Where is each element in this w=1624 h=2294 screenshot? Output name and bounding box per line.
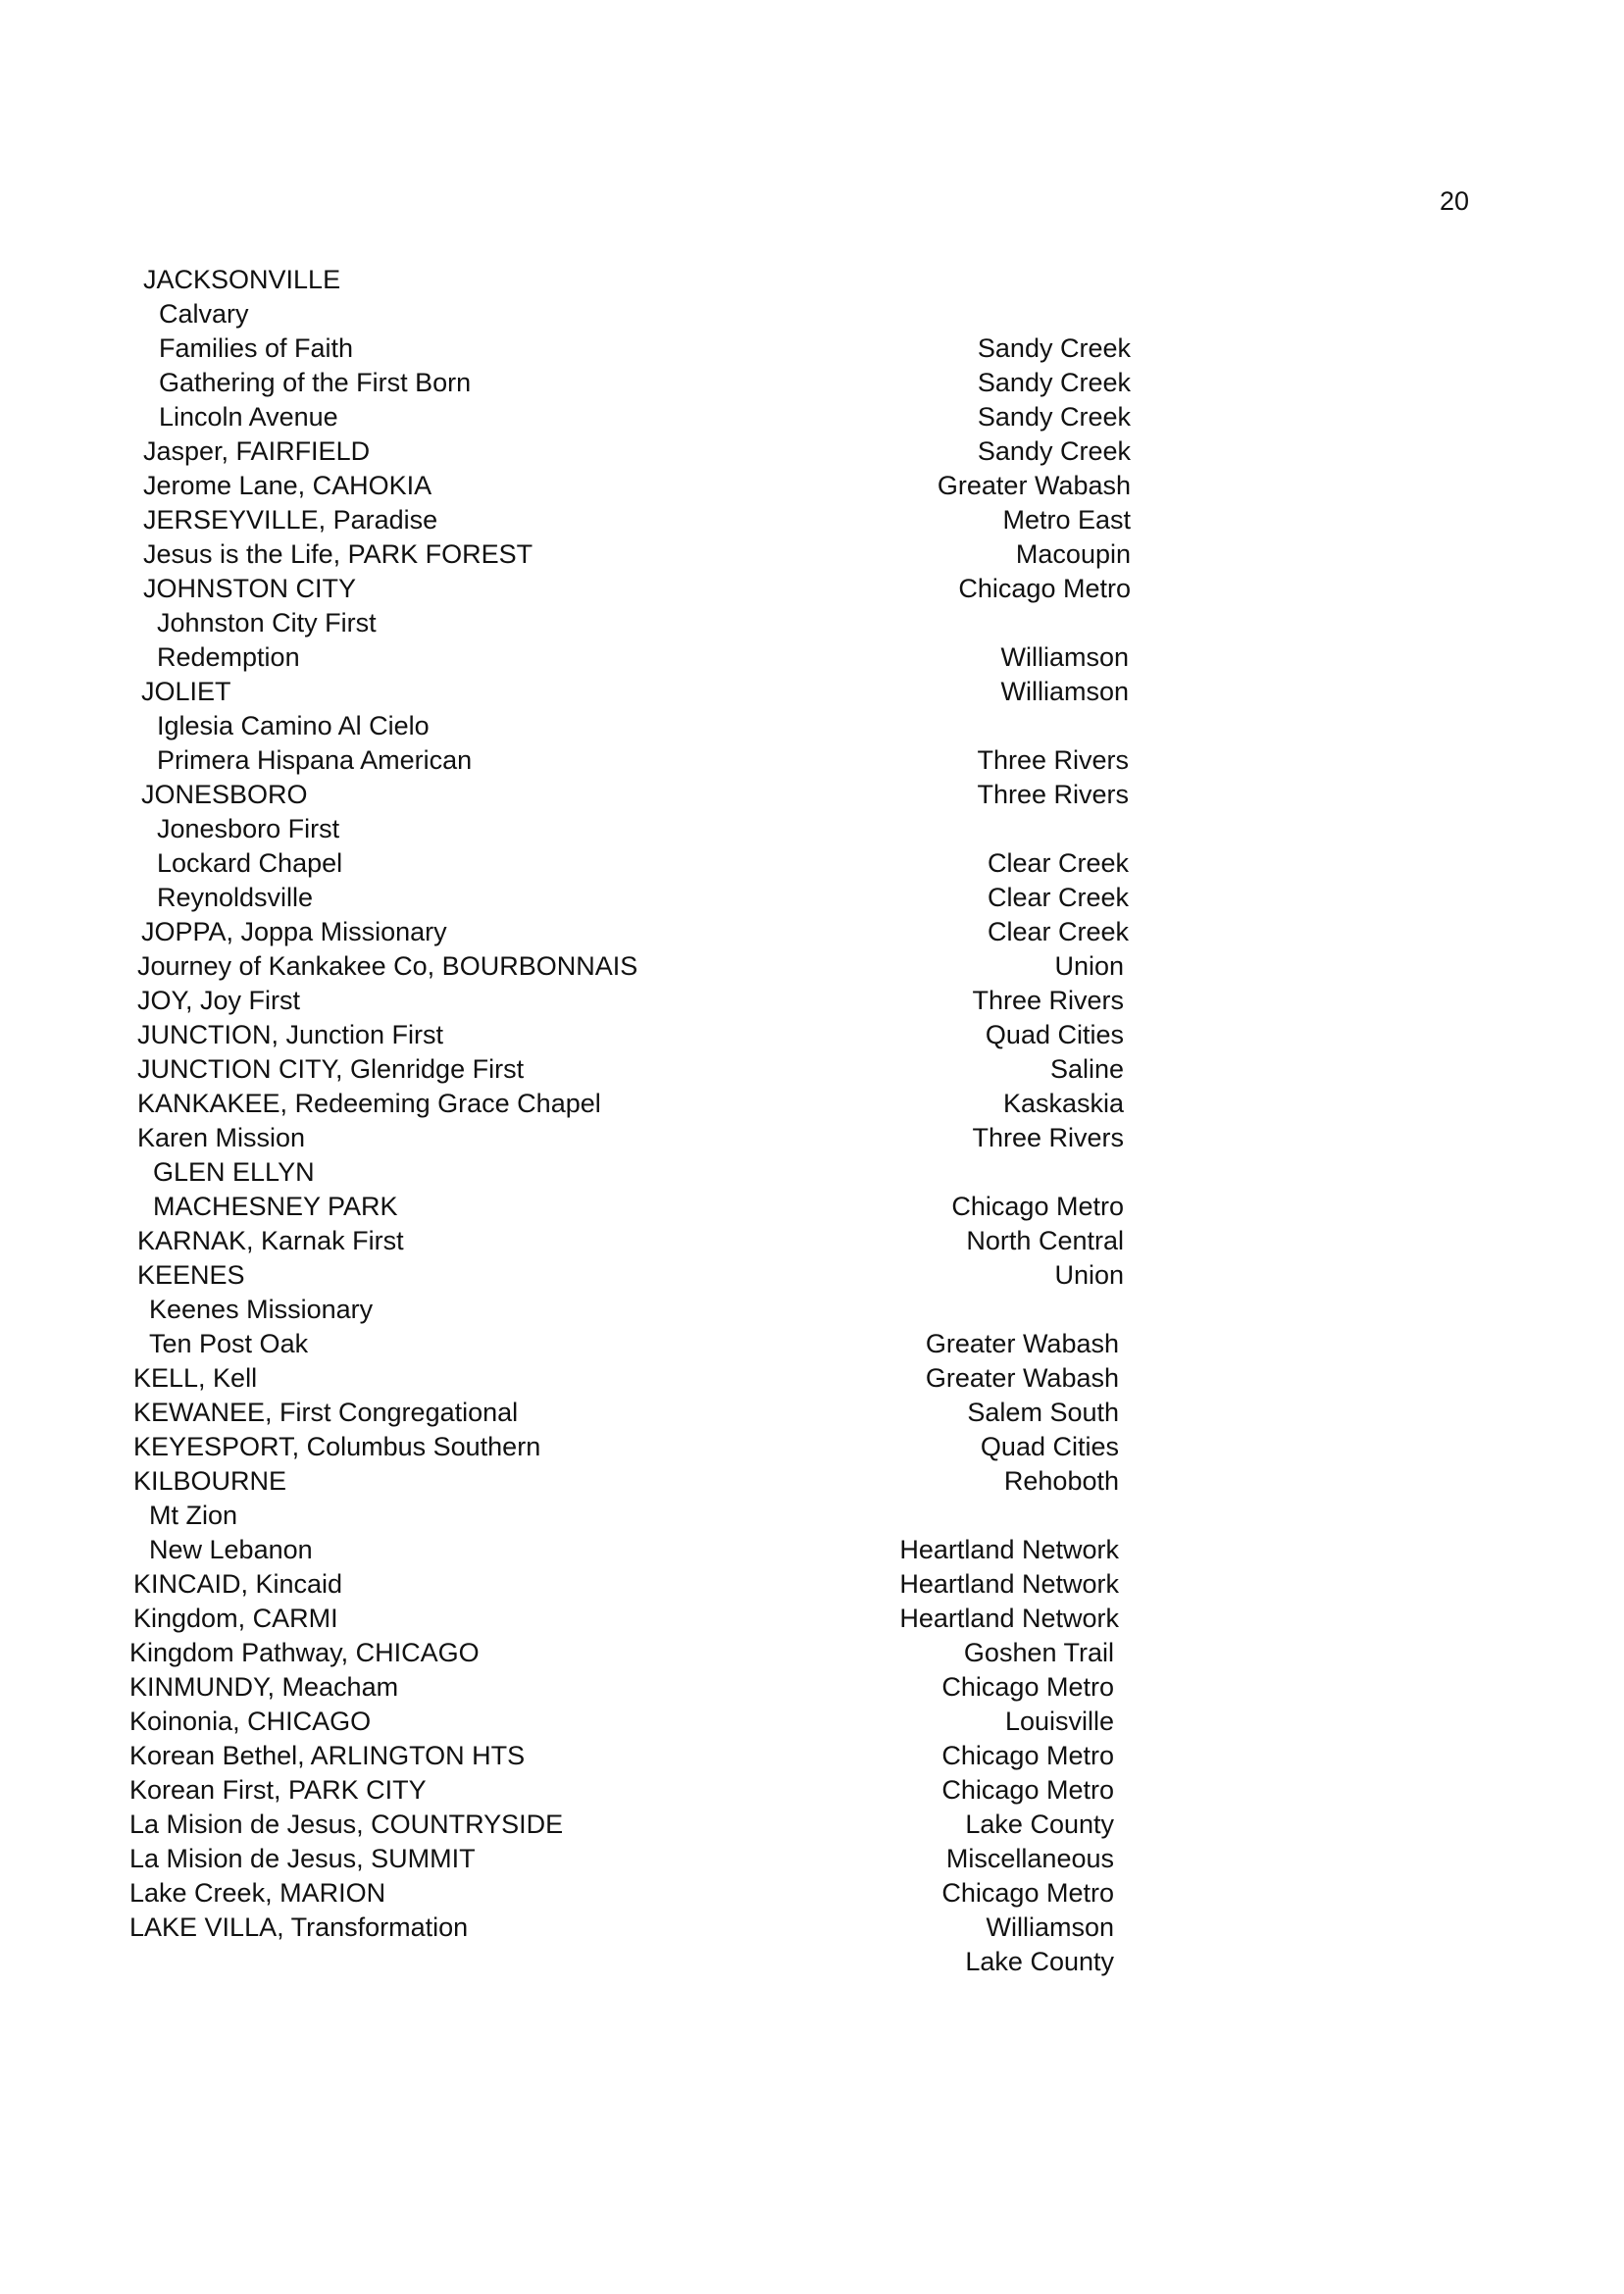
listing-row (0, 1018, 1624, 1052)
church-name: Primera Hispana American (157, 745, 473, 775)
association-name: Chicago Metro (941, 1775, 1114, 1805)
listing-row (0, 1224, 1624, 1258)
church-name: Calvary (159, 299, 249, 329)
church-name: Gathering of the First Born (159, 368, 472, 397)
association-name: Sandy Creek (977, 436, 1131, 466)
listing-row (0, 537, 1624, 572)
church-name: Journey of Kankakee Co, BOURBONNAIS (137, 951, 638, 981)
listing-row (0, 1842, 1624, 1876)
listing-row (0, 400, 1624, 434)
association-name: Chicago Metro (951, 1192, 1124, 1221)
listing-row (0, 1499, 1624, 1533)
church-name: Jerome Lane, CAHOKIA (143, 471, 432, 500)
church-name: KINCAID, Kincaid (133, 1569, 343, 1599)
church-name: Korean Bethel, ARLINGTON HTS (129, 1741, 526, 1770)
church-name: JUNCTION CITY, Glenridge First (137, 1054, 525, 1084)
listing-row (0, 1430, 1624, 1464)
church-name: Redemption (157, 642, 300, 672)
association-name: Lake County (965, 1947, 1114, 1976)
listing-row (0, 881, 1624, 915)
listing-row (0, 1396, 1624, 1430)
association-name: Sandy Creek (977, 333, 1131, 363)
church-name: KANKAKEE, Redeeming Grace Chapel (137, 1089, 601, 1118)
church-name: JOHNSTON CITY (143, 574, 357, 603)
church-name: Kingdom, CARMI (133, 1604, 338, 1633)
association-name: Quad Cities (985, 1020, 1124, 1049)
association-name: Union (1054, 951, 1124, 981)
church-name: Jasper, FAIRFIELD (143, 436, 371, 466)
listing-row (0, 1911, 1624, 1945)
listing-row (0, 366, 1624, 400)
listing-row (0, 640, 1624, 675)
association-name: North Central (966, 1226, 1124, 1255)
listing-row (0, 1602, 1624, 1636)
listing-row (0, 1739, 1624, 1773)
church-name: Reynoldsville (157, 883, 314, 912)
church-name: MACHESNEY PARK (153, 1192, 398, 1221)
association-name: Clear Creek (987, 848, 1129, 878)
church-name: KEENES (137, 1260, 245, 1290)
church-name: JACKSONVILLE (143, 265, 341, 294)
church-name: Jonesboro First (157, 814, 340, 843)
association-name: Chicago Metro (958, 574, 1131, 603)
church-name: Families of Faith (159, 333, 354, 363)
association-name: Greater Wabash (925, 1329, 1119, 1358)
church-name: Kingdom Pathway, CHICAGO (129, 1638, 480, 1667)
church-name: Lincoln Avenue (159, 402, 338, 432)
association-name: Three Rivers (972, 986, 1124, 1015)
listing-row (0, 1464, 1624, 1499)
church-name: JOLIET (141, 677, 231, 706)
church-name: JUNCTION, Junction First (137, 1020, 444, 1049)
association-name: Three Rivers (972, 1123, 1124, 1152)
church-name: KEYESPORT, Columbus Southern (133, 1432, 541, 1461)
church-name: La Mision de Jesus, SUMMIT (129, 1844, 476, 1873)
church-name: JERSEYVILLE, Paradise (143, 505, 438, 535)
association-name: Greater Wabash (925, 1363, 1119, 1393)
association-name: Union (1054, 1260, 1124, 1290)
listing-row (0, 846, 1624, 881)
association-name: Sandy Creek (977, 368, 1131, 397)
church-name: Koinonia, CHICAGO (129, 1707, 372, 1736)
church-name: Keenes Missionary (149, 1295, 374, 1324)
church-name: Johnston City First (157, 608, 377, 637)
church-name: Jesus is the Life, PARK FOREST (143, 539, 533, 569)
listing-row (0, 1361, 1624, 1396)
church-name: Iglesia Camino Al Cielo (157, 711, 430, 740)
association-name: Metro East (1002, 505, 1131, 535)
church-name: KEWANEE, First Congregational (133, 1398, 519, 1427)
page-number: 20 (1439, 186, 1469, 216)
church-listing (0, 263, 1624, 1979)
listing-row (0, 1773, 1624, 1808)
association-name: Goshen Trail (963, 1638, 1114, 1667)
listing-row (0, 1121, 1624, 1155)
church-name: KELL, Kell (133, 1363, 258, 1393)
association-name: Quad Cities (980, 1432, 1119, 1461)
listing-row (0, 263, 1624, 297)
association-name: Heartland Network (899, 1535, 1119, 1564)
listing-row (0, 503, 1624, 537)
association-name: Greater Wabash (937, 471, 1131, 500)
association-name: Sandy Creek (977, 402, 1131, 432)
listing-row (0, 1876, 1624, 1911)
association-name: Clear Creek (987, 917, 1129, 946)
association-name: Chicago Metro (941, 1672, 1114, 1702)
listing-row (0, 1670, 1624, 1705)
listing-row (0, 1052, 1624, 1087)
association-name: Saline (1049, 1054, 1124, 1084)
listing-row (0, 984, 1624, 1018)
church-name: KINMUNDY, Meacham (129, 1672, 399, 1702)
listing-row (0, 1533, 1624, 1567)
association-name: Kaskaskia (1002, 1089, 1124, 1118)
church-name: JOPPA, Joppa Missionary (141, 917, 447, 946)
association-name: Williamson (1000, 642, 1129, 672)
listing-row (0, 1087, 1624, 1121)
association-name: Three Rivers (977, 745, 1129, 775)
listing-row (0, 1190, 1624, 1224)
listing-row (0, 949, 1624, 984)
church-name: Mt Zion (149, 1501, 238, 1530)
association-name: Chicago Metro (941, 1878, 1114, 1908)
association-name: Williamson (1000, 677, 1129, 706)
association-name: Rehoboth (1003, 1466, 1119, 1496)
listing-row (0, 915, 1624, 949)
listing-row (0, 331, 1624, 366)
listing-row (0, 572, 1624, 606)
listing-row (0, 469, 1624, 503)
listing-row (0, 434, 1624, 469)
church-name: Ten Post Oak (149, 1329, 309, 1358)
listing-row (0, 778, 1624, 812)
association-name: Williamson (986, 1912, 1114, 1942)
church-name: GLEN ELLYN (153, 1157, 315, 1187)
listing-row (0, 1808, 1624, 1842)
listing-row (0, 1327, 1624, 1361)
church-name: La Mision de Jesus, COUNTRYSIDE (129, 1810, 564, 1839)
association-name: Miscellaneous (945, 1844, 1114, 1873)
church-name: JOY, Joy First (137, 986, 301, 1015)
listing-row (0, 1258, 1624, 1293)
church-name: Korean First, PARK CITY (129, 1775, 427, 1805)
association-name: Clear Creek (987, 883, 1129, 912)
church-name: KARNAK, Karnak First (137, 1226, 404, 1255)
listing-row (0, 1945, 1624, 1979)
association-name: Heartland Network (899, 1604, 1119, 1633)
listing-row (0, 675, 1624, 709)
association-name: Louisville (1004, 1707, 1114, 1736)
association-name: Salem South (967, 1398, 1119, 1427)
association-name: Heartland Network (899, 1569, 1119, 1599)
church-name: Karen Mission (137, 1123, 306, 1152)
listing-row (0, 743, 1624, 778)
association-name: Macoupin (1015, 539, 1131, 569)
church-name: New Lebanon (149, 1535, 313, 1564)
association-name: Lake County (965, 1810, 1114, 1839)
listing-row (0, 606, 1624, 640)
listing-row (0, 1155, 1624, 1190)
listing-row (0, 812, 1624, 846)
church-name: KILBOURNE (133, 1466, 287, 1496)
listing-row (0, 297, 1624, 331)
listing-row (0, 1705, 1624, 1739)
church-name: JONESBORO (141, 780, 308, 809)
association-name: Chicago Metro (941, 1741, 1114, 1770)
listing-row (0, 1636, 1624, 1670)
church-name: Lake Creek, MARION (129, 1878, 386, 1908)
listing-row (0, 1293, 1624, 1327)
church-name: LAKE VILLA, Transformation (129, 1912, 469, 1942)
listing-row (0, 709, 1624, 743)
listing-row (0, 1567, 1624, 1602)
church-name: Lockard Chapel (157, 848, 343, 878)
association-name: Three Rivers (977, 780, 1129, 809)
